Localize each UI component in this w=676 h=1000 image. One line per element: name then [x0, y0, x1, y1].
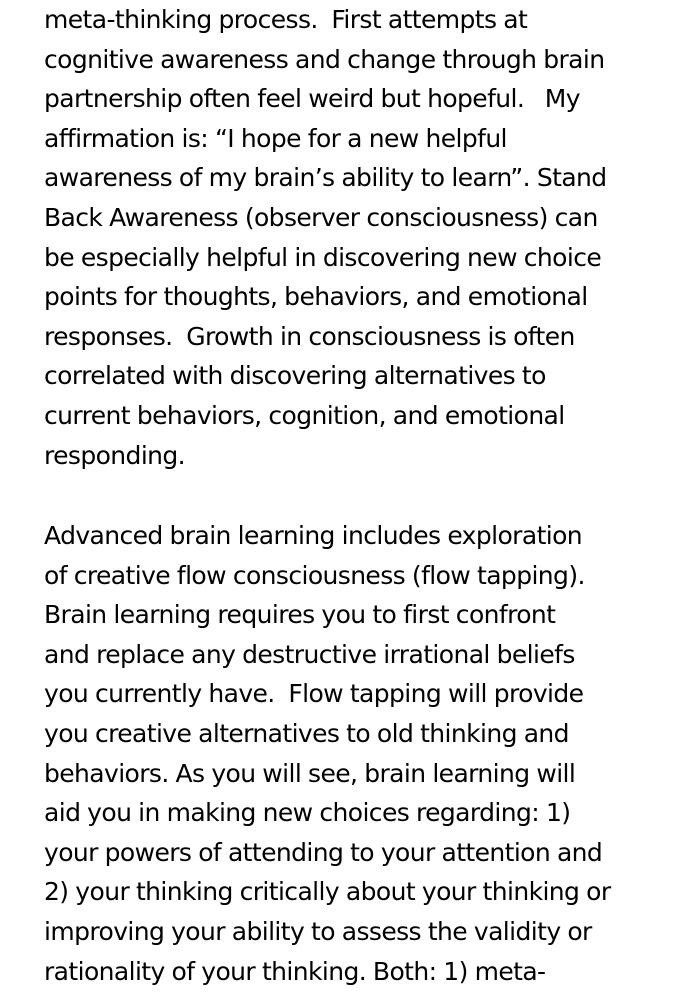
text-line: improving your ability to assess the validity or	[44, 916, 592, 946]
text-line: current behaviors, cognition, and emotional	[44, 400, 565, 430]
text-line: cognitive awareness and change through brain	[44, 44, 605, 74]
text-line: of creative flow consciousness (flow tapping).	[44, 560, 585, 590]
text-line: partnership often feel weird but hopeful. My	[44, 84, 580, 114]
text-line: 2) your thinking critically about your thinking or	[44, 877, 611, 907]
text-line: Advanced brain learning includes exploration	[44, 521, 583, 550]
text-line: Back Awareness (observer consciousness) can	[44, 202, 598, 232]
text-line: be especially helpful in discovering new choice	[44, 242, 602, 272]
text-line: awareness of my brain’s ability to learn”. Stand	[44, 163, 607, 193]
text-line: points for thoughts, behaviors, and emotional	[44, 282, 588, 312]
text-line: you currently have. Flow tapping will provide	[44, 679, 584, 709]
text-line: and replace any destructive irrational beliefs	[44, 639, 575, 669]
text-line: behaviors. As you will see, brain learning will	[44, 758, 576, 788]
paragraph-1	[44, 0, 607, 475]
text-line: affirmation is: “I hope for a new helpful	[44, 123, 507, 153]
paragraph-2	[44, 516, 611, 991]
text-line: correlated with discovering alternatives to	[44, 361, 546, 391]
text-line: aid you in making new choices regarding: 1)	[44, 798, 571, 828]
text-line: responding.	[44, 440, 186, 470]
text-line: rationality of your thinking. Both: 1) meta-	[44, 956, 546, 986]
text-line: meta-thinking process. First attempts at	[44, 5, 528, 34]
text-line: Brain learning requires you to first confront	[44, 600, 556, 630]
text-line: responses. Growth in consciousness is often	[44, 321, 575, 351]
text-line: your powers of attending to your attention and	[44, 837, 603, 867]
text-line: you creative alternatives to old thinking and	[44, 718, 569, 748]
